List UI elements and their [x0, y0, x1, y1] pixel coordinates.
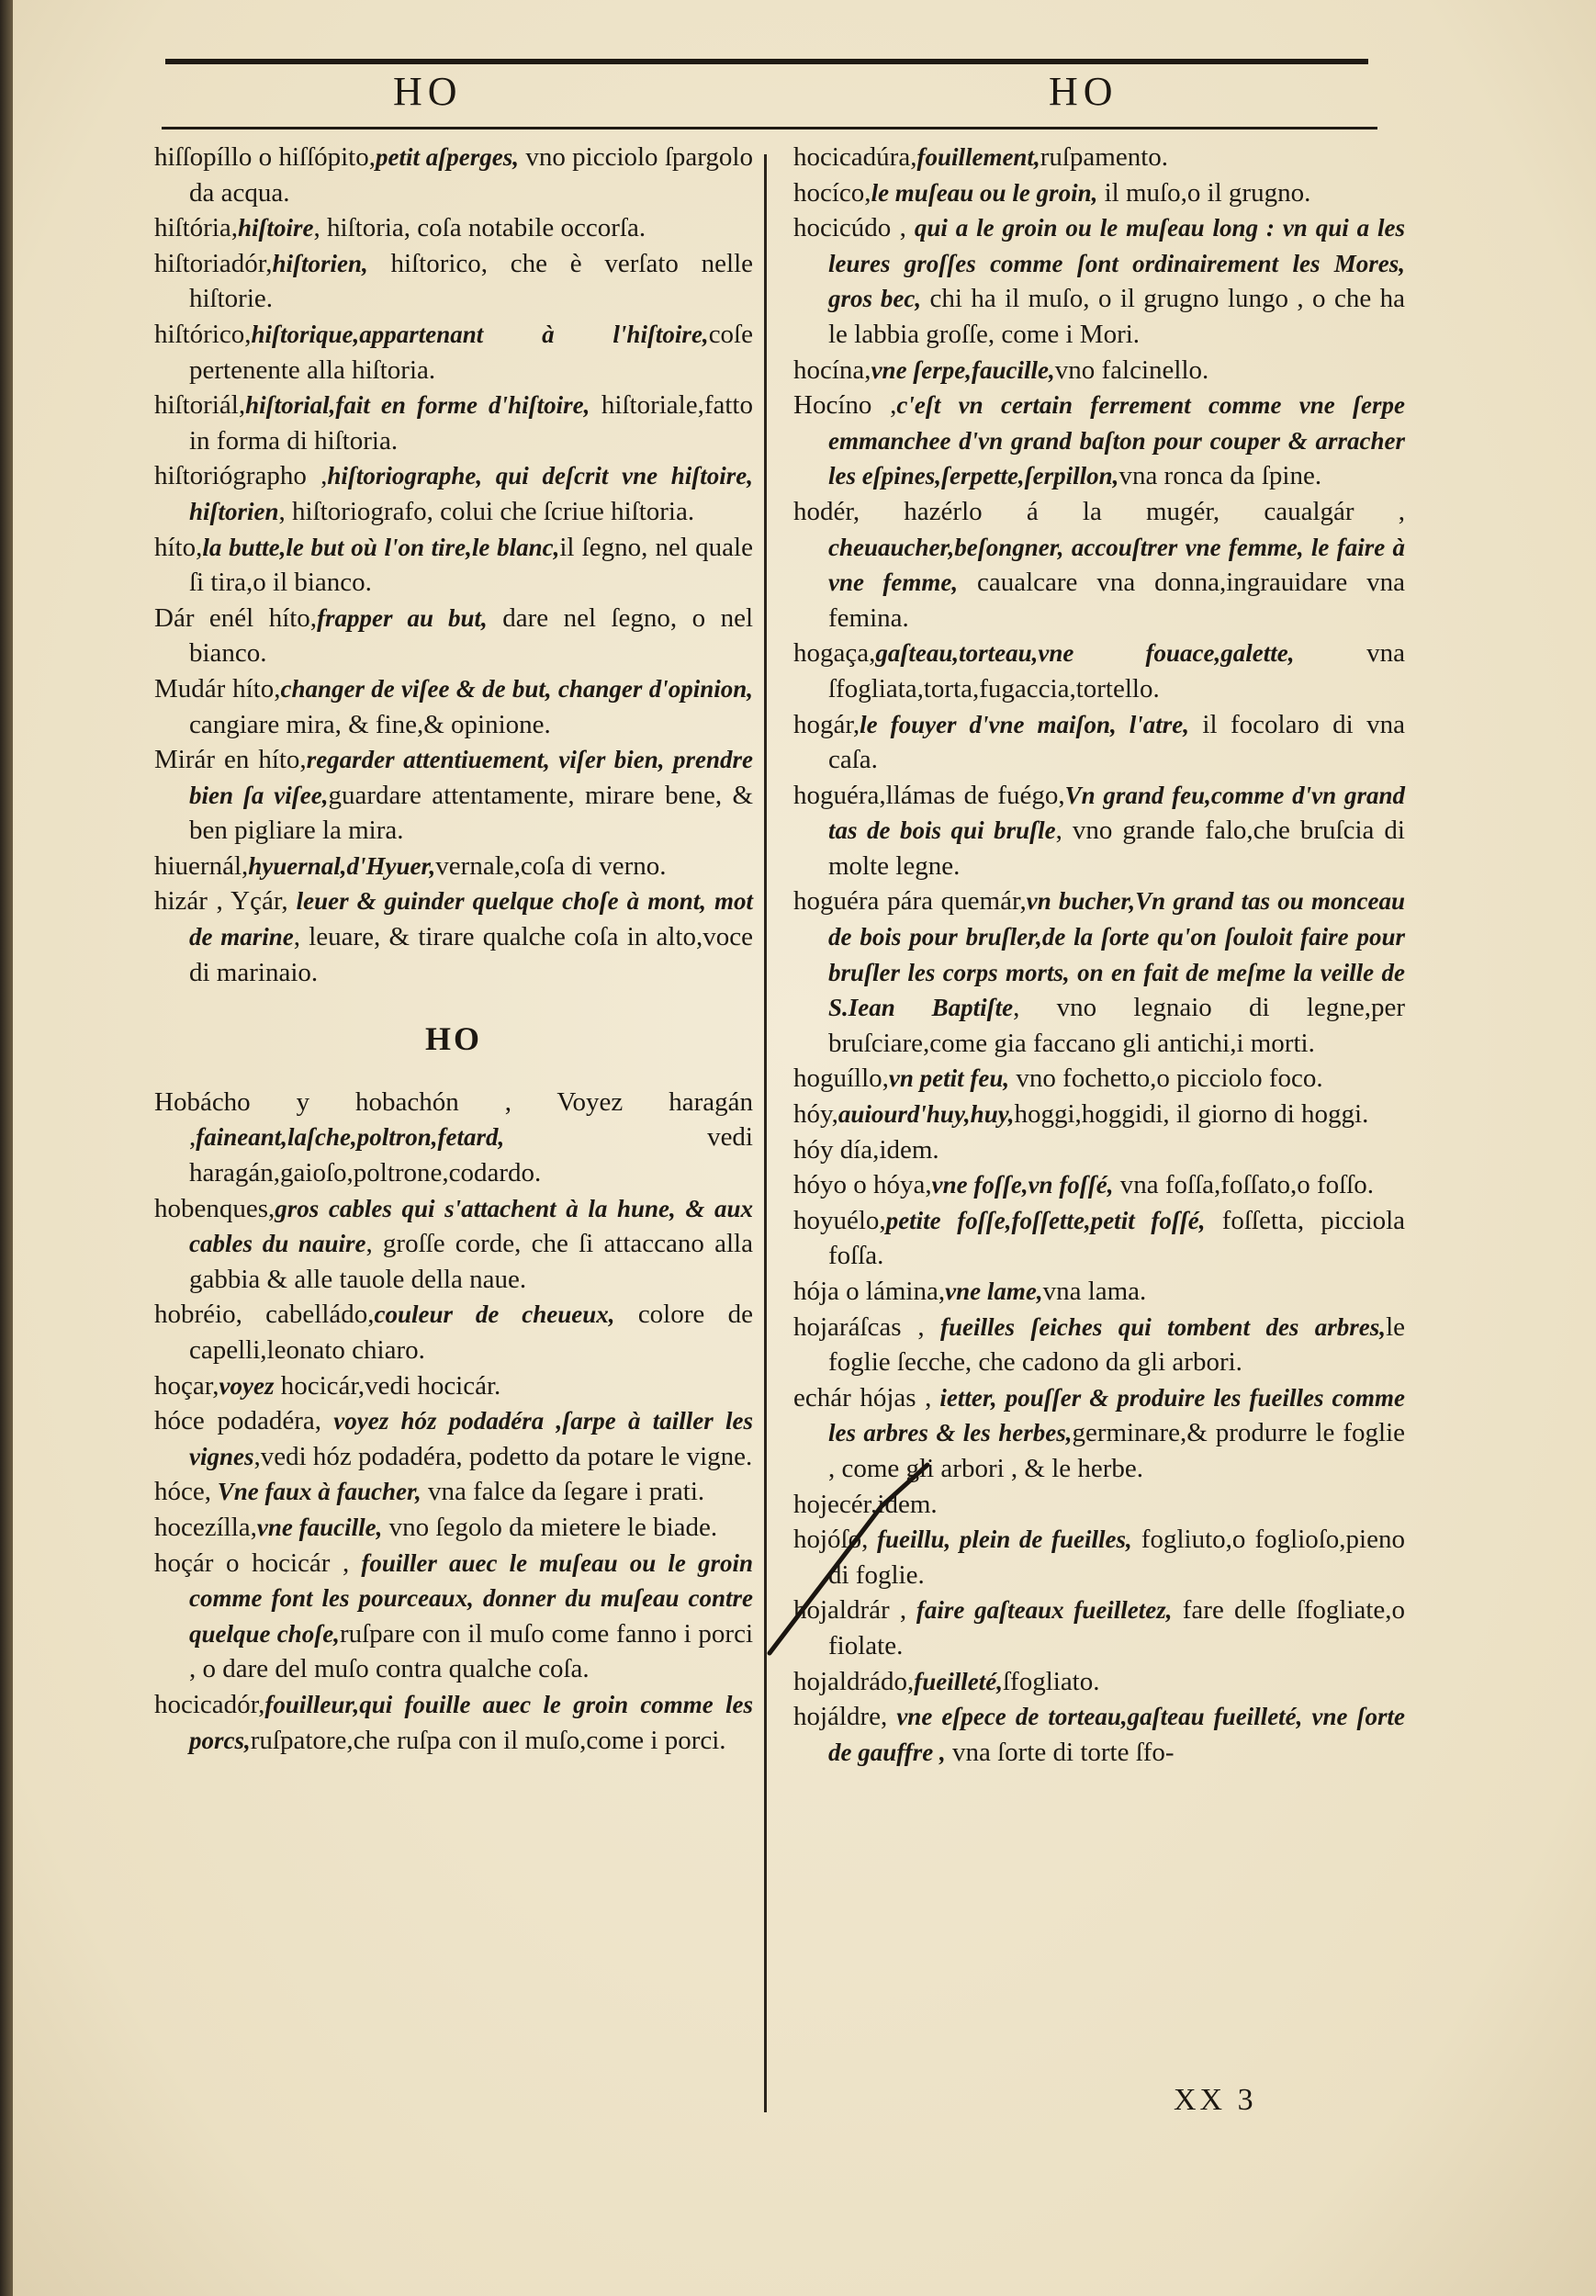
entry-headword: hobréio, cabelládo, — [154, 1300, 375, 1330]
entry-italian-gloss: vno falcinello. — [1054, 355, 1209, 385]
entry-headword: hiſtórico, — [154, 319, 252, 349]
dictionary-entry — [154, 530, 753, 601]
entry-italian-gloss: vna lama. — [1042, 1277, 1147, 1306]
entry-italian-gloss: guardare attentamente, mirare bene, & ben pigliare la mira. — [189, 780, 754, 846]
dictionary-entry — [793, 388, 1405, 494]
entry-french-gloss: vne eſpece de torteau,gaſteau fueilleté, vne ſorte de gauffre , — [828, 1703, 1405, 1766]
entry-french-gloss: c'eſt vn certain ferrement comme vne ſerpe emmanchee d'vn grand baſton pour couper & arracher les eſpines,ſerpette,ſerpillon, — [828, 391, 1406, 490]
dictionary-entry — [793, 1487, 1405, 1523]
dictionary-entry — [154, 1368, 753, 1404]
entry-headword: hojaráſcas , — [793, 1311, 925, 1342]
entry-french-gloss: hiſtorien, — [272, 249, 368, 277]
entry-italian-gloss: , vno grande falo,che bruſcia di molte legne. — [828, 816, 1405, 881]
dictionary-entry — [793, 494, 1405, 636]
dictionary-entry — [793, 1699, 1405, 1770]
entry-italian-gloss: vno fochetto,o picciolo foco. — [1009, 1064, 1323, 1094]
dictionary-entry — [793, 1132, 1405, 1168]
dictionary-entry — [154, 1297, 753, 1367]
entry-french-gloss: petite foſſe,foſſette,petit foſſé, — [885, 1206, 1206, 1234]
entry-headword: hiſtoriál, — [154, 390, 246, 421]
entry-italian-gloss: vna ſfogliata,torta,fugaccia,tortello. — [828, 638, 1405, 703]
entry-italian-gloss: il muſo,o il grugno. — [1097, 177, 1311, 208]
dictionary-entry — [793, 1274, 1405, 1310]
entry-french-gloss: la butte,le but où l'on tire,le blanc, — [202, 533, 560, 561]
entry-french-gloss: vne foſſe,vn foſſé, — [931, 1171, 1114, 1199]
entry-french-gloss: gaſteau,torteau,vne fouace,galette, — [875, 639, 1295, 668]
entry-italian-gloss: dare nel ſegno, o nel bianco. — [189, 602, 754, 669]
header-rule — [162, 127, 1377, 129]
dictionary-entry — [793, 707, 1405, 778]
entry-headword: Dár enél híto, — [154, 602, 318, 633]
entry-italian-gloss: hiſtorico, che è verſato nelle hiſtorie. — [189, 248, 753, 314]
running-head-right: HO — [1049, 69, 1118, 114]
entry-headword: hogaça, — [793, 638, 876, 669]
entry-italian-gloss: fogliuto,o foglioſo,pieno di foglie. — [828, 1525, 1405, 1590]
entry-headword: hojóſo, — [793, 1525, 869, 1555]
dictionary-entry — [793, 778, 1405, 884]
entry-headword: hiuernál, — [154, 850, 249, 881]
entry-headword: hobenques, — [154, 1193, 275, 1223]
dictionary-entry — [793, 210, 1405, 352]
dictionary-entry — [793, 1593, 1405, 1663]
entry-french-gloss: fouiller auec le muſeau ou le groin comme font les pourceaux, donner du muſeau contre quelque choſe, — [189, 1548, 753, 1648]
entry-french-gloss: cheuaucher,beſongner, accouſtrer vne femme, le faire à vne femme, — [828, 533, 1405, 597]
dictionary-entry — [154, 210, 753, 246]
entry-italian-gloss: colore de capelli,leonato chiaro. — [189, 1300, 753, 1365]
dictionary-entry — [793, 1664, 1405, 1700]
entry-headword: hoçar, — [154, 1370, 219, 1401]
dictionary-entry — [154, 1687, 753, 1758]
dictionary-entry — [154, 458, 753, 529]
entry-french-gloss: voyez — [219, 1371, 275, 1400]
entry-italian-gloss: ruſpatore,che ruſpa con il muſo,come i porci. — [250, 1725, 726, 1755]
dictionary-entry — [154, 317, 753, 388]
dictionary-entry — [793, 1097, 1405, 1132]
entry-italian-gloss: ruſpare con il muſo come fanno i porci , o dare del muſo contra qualche coſa. — [189, 1618, 754, 1684]
signature-mark: XX 3 — [1174, 2083, 1257, 2117]
entry-headword: hoguéra pára quemár, — [793, 886, 1027, 917]
entry-headword: hojaldrádo, — [793, 1666, 915, 1696]
entry-italian-gloss: vna ronca da ſpine. — [1118, 461, 1322, 491]
entry-headword: hóce podadéra, — [154, 1406, 322, 1436]
entry-french-gloss: vne ſerpe,faucille, — [871, 355, 1055, 384]
entry-italian-gloss: , leuare, & tirare qualche coſa in alto,voce di marinaio. — [189, 922, 753, 987]
entry-headword: hiſtoriadór, — [154, 248, 273, 278]
entry-headword: hocicadúra, — [793, 142, 917, 172]
dictionary-entry — [154, 1474, 753, 1510]
top-border-rule — [165, 59, 1368, 64]
entry-french-gloss: faineant,laſche,poltron,fetard, — [196, 1123, 505, 1152]
entry-headword: hojáldre, — [793, 1702, 888, 1732]
entry-headword: hiſtoriógrapho , — [154, 461, 328, 491]
entry-french-gloss: changer de viſee & de but, changer d'opinion, — [280, 674, 754, 703]
entry-italian-gloss: vno picciolo ſpargolo da acqua. — [189, 142, 753, 208]
entry-italian-gloss: foſſetta, picciola foſſa. — [828, 1205, 1405, 1271]
entry-headword: híto, — [154, 532, 203, 562]
dictionary-entry — [154, 1085, 753, 1191]
left-entries-bottom — [154, 1085, 753, 1758]
dictionary-entry — [154, 884, 753, 990]
dictionary-entry — [154, 388, 753, 458]
entry-headword: hoguíllo, — [793, 1064, 889, 1094]
dictionary-entry — [793, 1203, 1405, 1274]
entry-headword: echár hójas , — [793, 1382, 932, 1412]
entry-french-gloss: fouilleur,qui fouille auec le groin comme les porcs, — [189, 1690, 753, 1754]
entry-headword: hocezílla, — [154, 1512, 257, 1542]
dictionary-entry — [154, 1191, 753, 1298]
entry-french-gloss: hiſtorial,fait en forme d'hiſtoire, — [245, 391, 590, 420]
entry-french-gloss: petit aſperges, — [376, 143, 520, 171]
entry-headword: hizár , Yçár, — [154, 886, 288, 917]
entry-french-gloss: qui a le groin ou le muſeau long : vn qui a les leures groſſes comme ſont ordinairement les Mores, gros bec, — [828, 214, 1405, 313]
page-edge-shadow — [0, 0, 13, 2296]
entry-headword: hocicúdo , — [793, 213, 906, 243]
left-column — [154, 140, 753, 1758]
entry-french-gloss: couleur de cheueux, — [374, 1300, 615, 1329]
entry-italian-gloss: chi ha il muſo, o il grugno lungo , o che ha le labbia groſſe, come i Mori. — [828, 284, 1405, 349]
entry-italian-gloss: vna ſorte di torte ſfo- — [945, 1737, 1175, 1767]
entry-italian-gloss: ſfogliato. — [1002, 1666, 1100, 1696]
dictionary-entry — [793, 1310, 1405, 1380]
right-entries — [793, 140, 1405, 1770]
entry-headword: Hocíno , — [793, 390, 897, 421]
dictionary-entry — [793, 175, 1405, 211]
entry-french-gloss: hyuernal,d'Hyuer, — [248, 851, 436, 880]
entry-italian-gloss: idem. — [879, 1134, 939, 1165]
entry-french-gloss: vne lame, — [945, 1277, 1043, 1305]
entry-italian-gloss: hiſtoriale,fatto in forma di hiſtoria. — [189, 390, 753, 456]
entry-italian-gloss: le foglie ſecche, che cadono da gli arbori. — [828, 1311, 1405, 1378]
entry-italian-gloss: idem. — [877, 1489, 938, 1519]
entry-headword: hogár, — [793, 709, 860, 739]
entry-french-gloss: faire gaſteaux fueilletez, — [906, 1596, 1173, 1625]
entry-french-gloss: gros cables qui s'attachent à la hune, & aux cables du nauire — [189, 1194, 753, 1258]
entry-headword: hojaldrár , — [793, 1595, 907, 1626]
dictionary-entry — [793, 884, 1405, 1061]
dictionary-entry — [154, 1510, 753, 1546]
entry-french-gloss: hiſtoriographe, qui deſcrit vne hiſtoire, hiſtorien — [189, 462, 754, 525]
dictionary-entry — [154, 849, 753, 884]
right-column — [793, 140, 1405, 1770]
entry-headword: hiſſopíllo o hiſſópito, — [154, 142, 376, 172]
entry-italian-gloss: vedi haragán,gaioſo,poltrone,codardo. — [189, 1122, 753, 1188]
entry-french-gloss: fueilleté, — [914, 1667, 1003, 1695]
entry-italian-gloss: , hiſtoria, coſa notabile occorſa. — [313, 213, 646, 243]
entry-headword: hója o lámina, — [793, 1277, 946, 1306]
entry-french-gloss: le muſeau ou le groin, — [871, 178, 1098, 207]
dictionary-entry — [793, 1380, 1405, 1487]
entry-headword: Mudár híto, — [154, 673, 281, 703]
entry-italian-gloss: vernale,coſa di verno. — [435, 850, 667, 881]
entry-italian-gloss: ,vedi hóz podadéra, podetto da potare le vigne. — [253, 1441, 753, 1471]
entry-headword: hóy día, — [793, 1134, 880, 1165]
entry-italian-gloss: hoggi,hoggidi, il giorno di hoggi. — [1014, 1099, 1369, 1130]
entry-headword: hocicadór, — [154, 1689, 265, 1719]
entry-italian-gloss: fare delle ſfogliate,o fiolate. — [828, 1595, 1406, 1660]
entry-headword: hoçár o hocicár , — [154, 1548, 350, 1578]
entry-headword: hoyuélo, — [793, 1205, 886, 1235]
entry-italian-gloss: caualcare vna donna,ingrauidare vna femina. — [828, 568, 1405, 633]
entry-italian-gloss: cangiare mira, & fine,& opinione. — [189, 709, 551, 739]
entry-italian-gloss: , vno legnaio di legne,per bruſciare,come gia faccano gli antichi,i morti. — [828, 993, 1405, 1058]
entry-italian-gloss: , groſſe corde, che ſi attaccano alla gabbia & alle tauole della naue. — [189, 1229, 753, 1294]
dictionary-entry — [793, 1061, 1405, 1097]
entry-french-gloss: auiourd'huy,huy, — [837, 1100, 1015, 1129]
entry-headword: hodér, hazérlo á la mugér, caualgár , — [793, 496, 1405, 526]
left-entries-top — [154, 140, 753, 990]
entry-french-gloss: hiſtorique,appartenant à l'hiſtoire, — [251, 320, 709, 348]
dictionary-entry — [154, 742, 753, 849]
dictionary-entry — [154, 246, 753, 317]
entry-french-gloss: fueillu, plein de fueilles, — [868, 1525, 1132, 1554]
entry-french-gloss: leuer & guinder quelque choſe à mont, mot de marine — [189, 887, 753, 951]
entry-headword: hóce, — [154, 1477, 211, 1507]
entry-italian-gloss: , hiſtoriografo, colui che ſcriue hiſtoria. — [278, 496, 695, 526]
dictionary-entry — [793, 1522, 1405, 1593]
dictionary-entry — [793, 636, 1405, 706]
dictionary-entry — [793, 140, 1405, 175]
entry-headword: Mirár en híto, — [154, 745, 307, 775]
dictionary-entry — [154, 601, 753, 671]
entry-headword: hóy, — [793, 1099, 838, 1130]
entry-french-gloss: le fouyer d'vne maiſon, l'atre, — [860, 710, 1189, 738]
entry-french-gloss: vn petit feu, — [888, 1064, 1010, 1093]
dictionary-entry — [154, 671, 753, 742]
entry-italian-gloss: ruſpamento. — [1040, 142, 1169, 172]
dictionary-entry — [793, 1167, 1405, 1203]
entry-italian-gloss: germinare,& produrre le foglie , come gli arbori , & le herbe. — [828, 1418, 1405, 1483]
entry-headword: hojecér, — [793, 1489, 878, 1519]
entry-french-gloss: frapper au but, — [317, 603, 488, 632]
entry-french-gloss: fouillement, — [916, 143, 1040, 171]
dictionary-entry — [154, 1403, 753, 1474]
entry-italian-gloss: coſe pertenente alla hiſtoria. — [189, 319, 753, 385]
entry-headword: hocína, — [793, 355, 871, 385]
entry-headword: hocíco, — [793, 177, 871, 208]
dictionary-entry — [154, 140, 753, 210]
entry-french-gloss: Vn grand feu,comme d'vn grand tas de bois qui bruſle — [828, 781, 1405, 845]
entry-headword: hoguéra,llámas de fuégo, — [793, 780, 1065, 810]
entry-french-gloss: regarder attentiuement, viſer bien, prendre bien ſa viſee, — [189, 746, 753, 809]
dictionary-entry — [793, 353, 1405, 388]
entry-italian-gloss: vna falce da ſegare i prati. — [421, 1477, 705, 1507]
entry-french-gloss: ietter, pouſſer & produire les fueilles comme les arbres & les herbes, — [828, 1383, 1405, 1447]
running-head-left: HO — [393, 69, 463, 114]
dictionary-entry — [154, 1546, 753, 1687]
entry-italian-gloss: vna foſſa,foſſato,o foſſo. — [1113, 1170, 1375, 1200]
entry-headword: Hobácho y hobachón , Voyez haragán , — [154, 1086, 753, 1153]
entry-french-gloss: fueilles ſeiches qui tombent des arbres, — [924, 1312, 1387, 1341]
section-heading: HO — [424, 1020, 482, 1058]
entry-italian-gloss: hocicár,vedi hocicár. — [274, 1370, 501, 1401]
entry-headword: hiſtória, — [154, 213, 239, 243]
column-divider — [764, 154, 767, 2112]
entry-french-gloss: Vne faux à faucher, — [211, 1478, 421, 1506]
entry-french-gloss: hiſtoire — [238, 214, 314, 242]
entry-headword: hóyo o hóya, — [793, 1170, 932, 1200]
entry-italian-gloss: il focolaro di vna caſa. — [828, 709, 1405, 775]
entry-italian-gloss: il ſegno, nel quale ſi tira,o il bianco. — [189, 532, 753, 598]
entry-italian-gloss: vno ſegolo da mietere le biade. — [382, 1512, 718, 1542]
entry-french-gloss: vn bucher,Vn grand tas ou monceau de bois pour bruſler,de la ſorte qu'on ſouloit faire pour bruſler les corps morts, on en fait de meſme la veille de S.Iean Baptiſte — [828, 887, 1405, 1022]
entry-french-gloss: vne faucille, — [256, 1513, 383, 1541]
entry-french-gloss: voyez hóz podadéra ,ſarpe à tailler les vignes — [189, 1407, 754, 1470]
